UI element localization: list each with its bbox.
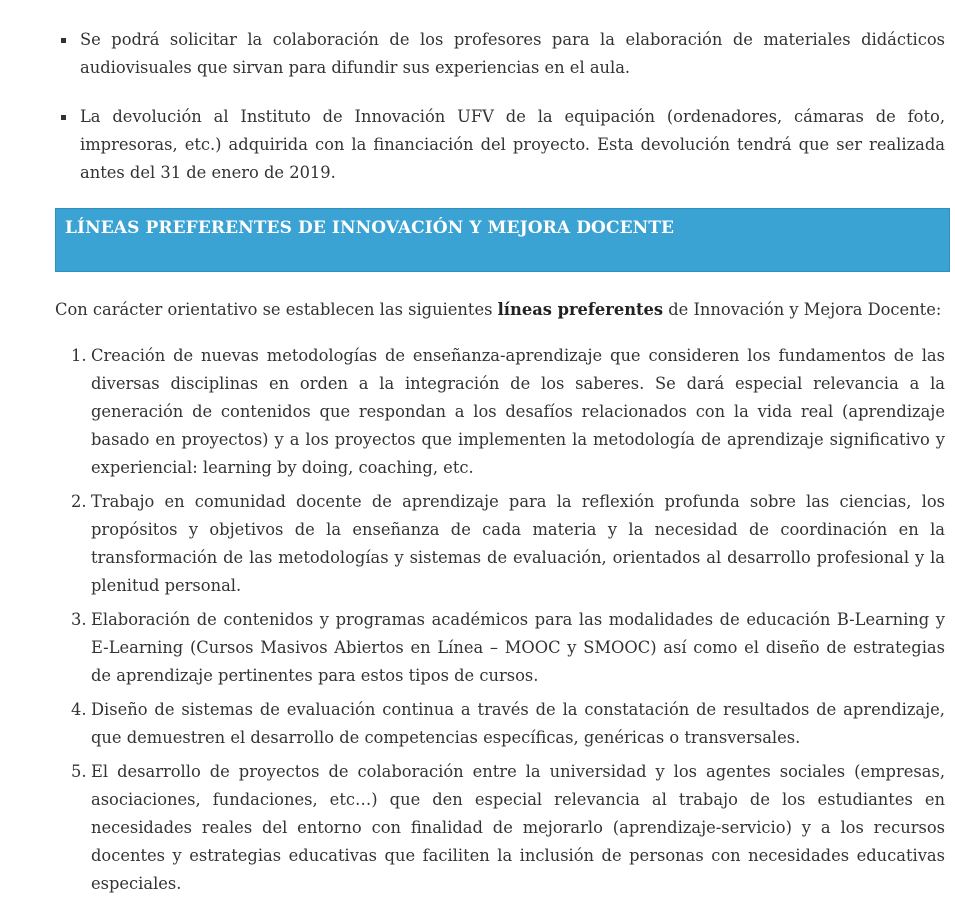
item-text: Elaboración de contenidos y programas académicos para las modalidades de educación B-Learning y E-Learning (Cursos Masivos Abiertos en Línea – MOOC y SMOOC) así como el diseño de estrategias de aprendizaje pertinentes para estos tipos de cursos.	[91, 610, 945, 685]
square-bullet-icon	[61, 115, 66, 120]
bullet-text: La devolución al Instituto de Innovación UFV de la equipación (ordenadores, cámaras de foto, impresoras, etc.) adquirida con la financiación del proyecto. Esta devolución tendrá que ser realizada antes del 31 de enero de 2019.	[80, 107, 945, 182]
item-text: El desarrollo de proyectos de colaboración entre la universidad y los agentes sociales (empresas, asociaciones, fundaciones, etc…) que den especial relevancia al trabajo de los estudiantes en necesidades reales del entorno con finalidad de mejorarlo (aprendizaje-servicio) y a los recursos docentes y estrategias educativas que faciliten la inclusión de personas con necesidades educativas especiales.	[91, 762, 945, 893]
list-item	[55, 26, 945, 82]
list-item	[55, 758, 945, 898]
section-title: LÍNEAS PREFERENTES DE INNOVACIÓN Y MEJORA DOCENTE	[65, 218, 675, 238]
item-text: Creación de nuevas metodologías de enseñanza-aprendizaje que consideren los fundamentos de las diversas disciplinas en orden a la integración de los saberes. Se dará especial relevancia a la generación de contenidos que respondan a los desafíos relacionados con la vida real (aprendizaje basado en proyectos) y a los proyectos que implementen la metodología de aprendizaje significativo y experiencial: learning by doing, coaching, etc.	[91, 346, 945, 477]
item-number: 3.	[71, 610, 87, 629]
item-number: 2.	[71, 492, 87, 511]
list-item	[55, 103, 945, 187]
article-content	[55, 26, 945, 904]
list-item	[55, 606, 945, 690]
section-header	[55, 208, 950, 272]
item-number: 5.	[71, 762, 87, 781]
intro-paragraph	[55, 296, 945, 324]
bullet-list	[55, 26, 945, 187]
item-number: 1.	[71, 346, 87, 365]
bullet-text: Se podrá solicitar la colaboración de los profesores para la elaboración de materiales didácticos audiovisuales que sirvan para difundir sus experiencias en el aula.	[80, 30, 945, 77]
item-text: Trabajo en comunidad docente de aprendizaje para la reflexión profunda sobre las ciencias, los propósitos y objetivos de la enseñanza de cada materia y la necesidad de coordinación en la transformación de las metodologías y sistemas de evaluación, orientados al desarrollo profesional y la plenitud personal.	[91, 492, 945, 595]
list-item	[55, 488, 945, 600]
item-number: 4.	[71, 700, 87, 719]
item-text: Diseño de sistemas de evaluación continua a través de la constatación de resultados de aprendizaje, que demuestren el desarrollo de competencias específicas, genéricas o transversales.	[91, 700, 945, 747]
intro-text-after: de Innovación y Mejora Docente:	[663, 300, 942, 319]
list-item	[55, 696, 945, 752]
list-item	[55, 342, 945, 482]
square-bullet-icon	[61, 38, 66, 43]
preferred-lines-list	[55, 342, 945, 898]
intro-text-before: Con carácter orientativo se establecen las siguientes	[55, 300, 498, 319]
intro-bold-text: líneas preferentes	[497, 300, 664, 319]
